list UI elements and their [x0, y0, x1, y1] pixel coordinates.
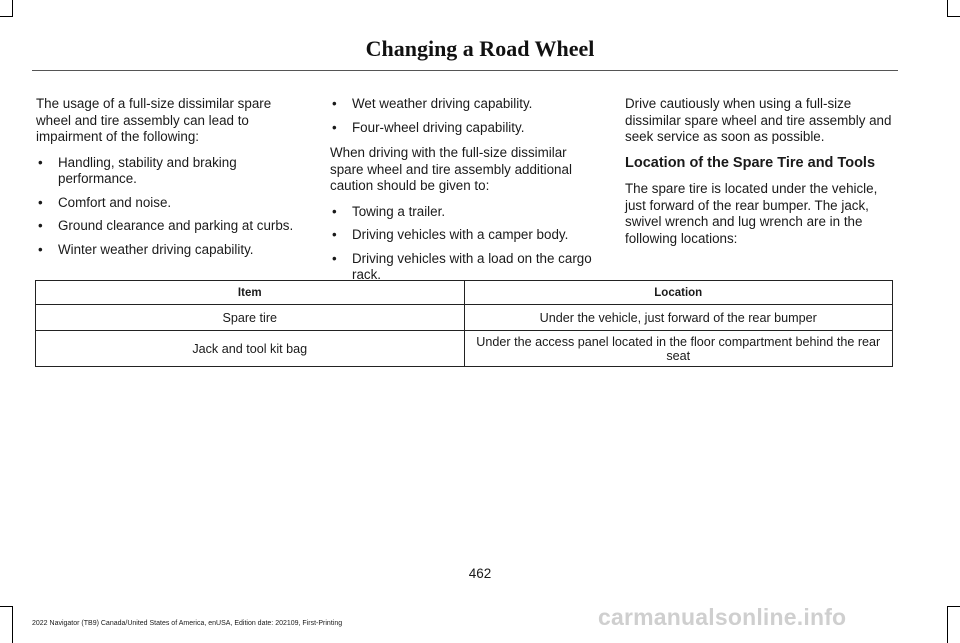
- table-row: [36, 331, 893, 367]
- crop-mark: [0, 16, 13, 17]
- impairment-list-continued: [330, 96, 600, 136]
- cell-item: Spare tire: [36, 305, 465, 331]
- crop-mark: [947, 16, 960, 17]
- column-2: [330, 96, 600, 293]
- header-location: Location: [464, 281, 893, 305]
- list-item: • Winter weather driving capability.: [36, 242, 306, 259]
- cell-location: Under the vehicle, just forward of the rear bumper: [464, 305, 893, 331]
- drive-cautiously-paragraph: Drive cautiously when using a full-size dissimilar spare wheel and tire assembly and seek service as soon as possible.: [625, 96, 892, 144]
- table-header-row: [36, 281, 893, 305]
- crop-mark: [0, 606, 13, 607]
- header-item: Item: [36, 281, 465, 305]
- column-3: [625, 96, 895, 256]
- page-number: 462: [468, 566, 492, 581]
- impairment-list: [36, 155, 306, 259]
- crop-mark: [947, 606, 960, 607]
- section-heading: Location of the Spare Tire and Tools: [625, 154, 876, 171]
- crop-mark: [12, 0, 13, 16]
- cell-item: Jack and tool kit bag: [36, 331, 465, 367]
- location-table: [35, 280, 893, 367]
- intro-paragraph: The usage of a full-size dissimilar spare wheel and tire assembly can lead to impairment of the following:: [36, 96, 272, 144]
- list-item: • Four-wheel driving capability.: [330, 120, 600, 137]
- caution-paragraph: When driving with the full-size dissimilar spare wheel and tire assembly additional caution should be given to:: [330, 145, 572, 193]
- list-item: • Handling, stability and braking performance.: [36, 155, 306, 188]
- list-item: • Comfort and noise.: [36, 195, 306, 212]
- crop-mark: [947, 606, 948, 643]
- list-item: • Driving vehicles with a load on the cargo rack.: [330, 251, 600, 284]
- crop-mark: [12, 606, 13, 643]
- crop-mark: [947, 0, 948, 16]
- table-row: [36, 305, 893, 331]
- list-item: • Ground clearance and parking at curbs.: [36, 218, 306, 235]
- footer-text: 2022 Navigator (TB9) Canada/United States of America, enUSA, Edition date: 202109, First-Printing: [32, 620, 343, 627]
- cell-location: Under the access panel located in the floor compartment behind the rear seat: [464, 331, 893, 367]
- header-rule: [32, 70, 898, 71]
- list-item: • Wet weather driving capability.: [330, 96, 600, 113]
- spare-location-paragraph: The spare tire is located under the vehicle, just forward of the rear bumper. The jack, swivel wrench and lug wrench are in the following locations:: [625, 181, 878, 246]
- page-title: Changing a Road Wheel: [365, 36, 595, 61]
- column-1: [36, 96, 306, 267]
- watermark: carmanualsonline.info: [598, 604, 847, 630]
- caution-list: [330, 204, 600, 284]
- list-item: • Driving vehicles with a camper body.: [330, 227, 600, 244]
- list-item: • Towing a trailer.: [330, 204, 600, 221]
